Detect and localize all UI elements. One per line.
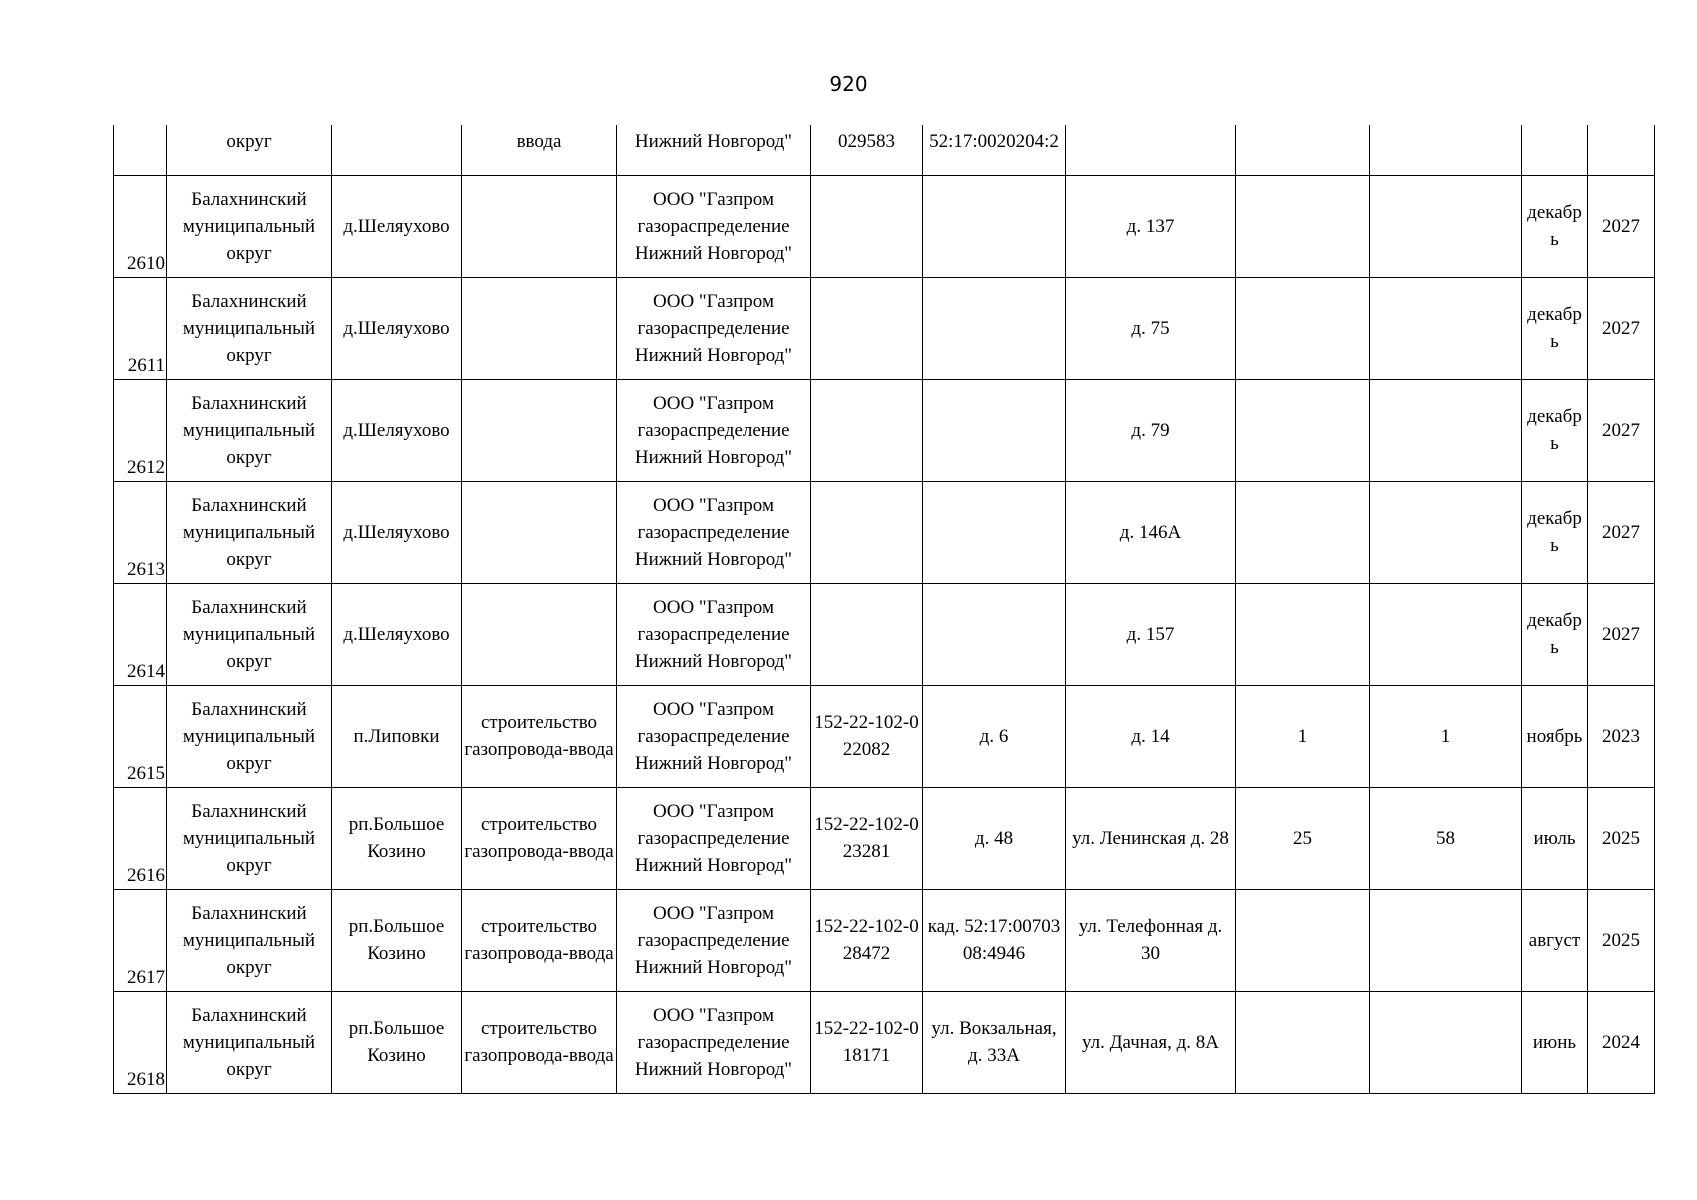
cell-month: декабрь (1522, 175, 1588, 277)
cell-request (811, 481, 923, 583)
cell-from: 52:17:0020204:2 (923, 125, 1066, 175)
cell-number: 2611 (114, 277, 167, 379)
table-row (114, 175, 1655, 277)
cell-district: Балахнинский муниципальный округ (167, 991, 332, 1093)
cell-work: строительство газопровода-ввода (462, 889, 617, 991)
cell-work (462, 583, 617, 685)
cell-request (811, 583, 923, 685)
cell-v1 (1236, 481, 1370, 583)
cell-number: 2612 (114, 379, 167, 481)
cell-locality (332, 125, 462, 175)
cell-to: д. 137 (1066, 175, 1236, 277)
cell-month: июнь (1522, 991, 1588, 1093)
cell-work (462, 277, 617, 379)
cell-to: д. 146А (1066, 481, 1236, 583)
cell-v1 (1236, 277, 1370, 379)
cell-to: д. 75 (1066, 277, 1236, 379)
cell-to: д. 157 (1066, 583, 1236, 685)
cell-from (923, 175, 1066, 277)
cell-locality: рп.Большое Козино (332, 991, 462, 1093)
cell-to: ул. Телефонная д. 30 (1066, 889, 1236, 991)
table-row (114, 583, 1655, 685)
cell-organization: ООО "Газпром газораспределение Нижний Новгород" (617, 379, 811, 481)
cell-from (923, 481, 1066, 583)
cell-v2 (1370, 583, 1522, 685)
cell-v2 (1370, 481, 1522, 583)
cell-organization: ООО "Газпром газораспределение Нижний Новгород" (617, 685, 811, 787)
cell-number (114, 125, 167, 175)
cell-month: декабрь (1522, 277, 1588, 379)
cell-v2 (1370, 379, 1522, 481)
cell-month: декабрь (1522, 583, 1588, 685)
cell-locality: д.Шеляухово (332, 175, 462, 277)
table-row (114, 277, 1655, 379)
cell-v1 (1236, 991, 1370, 1093)
cell-month: декабрь (1522, 379, 1588, 481)
cell-year (1588, 125, 1655, 175)
cell-work: строительство газопровода-ввода (462, 991, 617, 1093)
gas-connection-table (113, 125, 1655, 1094)
table-row (114, 481, 1655, 583)
cell-district: Балахнинский муниципальный округ (167, 379, 332, 481)
cell-district: Балахнинский муниципальный округ (167, 583, 332, 685)
cell-organization: ООО "Газпром газораспределение Нижний Новгород" (617, 277, 811, 379)
cell-district: Балахнинский муниципальный округ (167, 175, 332, 277)
cell-month: август (1522, 889, 1588, 991)
cell-v1: 25 (1236, 787, 1370, 889)
cell-request (811, 379, 923, 481)
cell-organization: ООО "Газпром газораспределение Нижний Новгород" (617, 787, 811, 889)
cell-from: кад. 52:17:0070308:4946 (923, 889, 1066, 991)
cell-request: 152-22-102-028472 (811, 889, 923, 991)
cell-number: 2617 (114, 889, 167, 991)
cell-number: 2610 (114, 175, 167, 277)
cell-district: округ (167, 125, 332, 175)
cell-request (811, 277, 923, 379)
cell-work: ввода (462, 125, 617, 175)
cell-from (923, 277, 1066, 379)
page-number: 920 (829, 72, 868, 96)
cell-to (1066, 125, 1236, 175)
cell-request: 152-22-102-022082 (811, 685, 923, 787)
cell-district: Балахнинский муниципальный округ (167, 277, 332, 379)
cell-month (1522, 125, 1588, 175)
cell-organization: Нижний Новгород" (617, 125, 811, 175)
cell-v2 (1370, 125, 1522, 175)
cell-number: 2614 (114, 583, 167, 685)
cell-v2 (1370, 889, 1522, 991)
cell-locality: рп.Большое Козино (332, 787, 462, 889)
cell-v2 (1370, 175, 1522, 277)
cell-year: 2027 (1588, 379, 1655, 481)
cell-request: 029583 (811, 125, 923, 175)
cell-locality: п.Липовки (332, 685, 462, 787)
cell-v1 (1236, 583, 1370, 685)
cell-from (923, 379, 1066, 481)
cell-from (923, 583, 1066, 685)
cell-locality: рп.Большое Козино (332, 889, 462, 991)
cell-v2: 58 (1370, 787, 1522, 889)
cell-v1 (1236, 379, 1370, 481)
cell-to: д. 79 (1066, 379, 1236, 481)
cell-year: 2023 (1588, 685, 1655, 787)
cell-from: д. 6 (923, 685, 1066, 787)
cell-v2 (1370, 991, 1522, 1093)
cell-month: ноябрь (1522, 685, 1588, 787)
cell-work: строительство газопровода-ввода (462, 787, 617, 889)
cell-year: 2027 (1588, 175, 1655, 277)
continuation-row (114, 125, 1655, 175)
table-row (114, 787, 1655, 889)
cell-month: декабрь (1522, 481, 1588, 583)
cell-organization: ООО "Газпром газораспределение Нижний Новгород" (617, 481, 811, 583)
table-row (114, 379, 1655, 481)
cell-v1 (1236, 175, 1370, 277)
cell-locality: д.Шеляухово (332, 583, 462, 685)
cell-to: ул. Ленинская д. 28 (1066, 787, 1236, 889)
cell-v1 (1236, 889, 1370, 991)
cell-district: Балахнинский муниципальный округ (167, 481, 332, 583)
cell-number: 2618 (114, 991, 167, 1093)
cell-to: д. 14 (1066, 685, 1236, 787)
cell-from: д. 48 (923, 787, 1066, 889)
cell-work: строительство газопровода-ввода (462, 685, 617, 787)
cell-locality: д.Шеляухово (332, 481, 462, 583)
cell-from: ул. Вокзальная, д. 33А (923, 991, 1066, 1093)
cell-request: 152-22-102-023281 (811, 787, 923, 889)
cell-number: 2616 (114, 787, 167, 889)
cell-district: Балахнинский муниципальный округ (167, 787, 332, 889)
cell-year: 2025 (1588, 889, 1655, 991)
cell-month: июль (1522, 787, 1588, 889)
cell-number: 2615 (114, 685, 167, 787)
cell-district: Балахнинский муниципальный округ (167, 685, 332, 787)
cell-v2: 1 (1370, 685, 1522, 787)
cell-v1: 1 (1236, 685, 1370, 787)
table-row (114, 685, 1655, 787)
cell-locality: д.Шеляухово (332, 277, 462, 379)
cell-organization: ООО "Газпром газораспределение Нижний Новгород" (617, 889, 811, 991)
cell-year: 2024 (1588, 991, 1655, 1093)
cell-organization: ООО "Газпром газораспределение Нижний Новгород" (617, 583, 811, 685)
cell-number: 2613 (114, 481, 167, 583)
cell-locality: д.Шеляухово (332, 379, 462, 481)
cell-request (811, 175, 923, 277)
table-row (114, 991, 1655, 1093)
cell-request: 152-22-102-018171 (811, 991, 923, 1093)
cell-v2 (1370, 277, 1522, 379)
cell-work (462, 379, 617, 481)
table-row (114, 889, 1655, 991)
cell-district: Балахнинский муниципальный округ (167, 889, 332, 991)
cell-work (462, 175, 617, 277)
cell-year: 2027 (1588, 277, 1655, 379)
cell-year: 2027 (1588, 583, 1655, 685)
cell-v1 (1236, 125, 1370, 175)
cell-year: 2027 (1588, 481, 1655, 583)
cell-organization: ООО "Газпром газораспределение Нижний Новгород" (617, 991, 811, 1093)
cell-organization: ООО "Газпром газораспределение Нижний Новгород" (617, 175, 811, 277)
cell-to: ул. Дачная, д. 8А (1066, 991, 1236, 1093)
table-body (114, 125, 1655, 1093)
cell-work (462, 481, 617, 583)
cell-year: 2025 (1588, 787, 1655, 889)
